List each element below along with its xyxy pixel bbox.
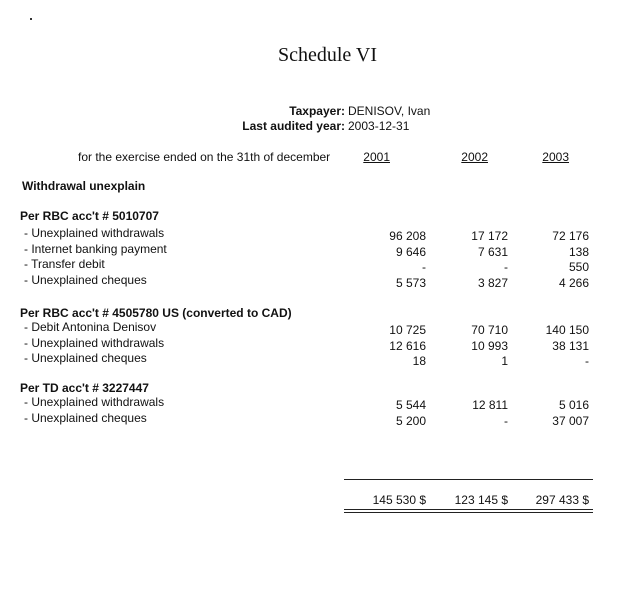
row-value-2002: 7 631 <box>477 244 508 259</box>
row-value-2001: 5 200 <box>395 413 426 428</box>
row-value-2001: 96 208 <box>389 229 426 243</box>
row-label: - Unexplained cheques <box>24 272 147 287</box>
year-header-2003: 2003 <box>542 150 569 164</box>
last-audited-label: Last audited year: <box>242 119 345 133</box>
total-double-rule-1 <box>344 509 593 510</box>
row-label: - Transfer debit <box>24 257 105 271</box>
last-audited-value: 2003-12-31 <box>348 119 410 133</box>
total-2003: 297 433 $ <box>535 493 589 507</box>
document-title: Schedule VI <box>277 44 378 66</box>
row-label: - Unexplained cheques <box>24 351 147 365</box>
row-label: - Unexplained withdrawals <box>24 226 165 240</box>
row-value-2003: - <box>585 354 589 368</box>
row-value-2002: - <box>504 413 508 428</box>
section-heading: Withdrawal unexplain <box>22 179 146 193</box>
taxpayer-label: Taxpayer: <box>289 104 345 118</box>
row-value-2001: 9 646 <box>395 244 426 259</box>
row-label: - Unexplained cheques <box>24 410 147 425</box>
account-title: Per TD acc't # 3227447 <box>20 381 149 395</box>
row-value-2003: 138 <box>568 244 589 259</box>
row-value-2003: 38 131 <box>552 338 589 353</box>
row-value-2001: 5 573 <box>395 275 426 290</box>
row-value-2001: 12 616 <box>389 338 426 353</box>
row-value-2003: 550 <box>568 260 589 274</box>
row-value-2002: - <box>504 260 508 274</box>
row-value-2001: 5 544 <box>395 398 426 412</box>
row-label: - Unexplained withdrawals <box>24 395 165 409</box>
row-label: - Debit Antonina Denisov <box>24 320 157 334</box>
row-label: - Internet banking payment <box>24 241 167 256</box>
row-value-2001: 18 <box>412 354 426 368</box>
row-value-2003: 5 016 <box>558 398 589 412</box>
exercise-label: for the exercise ended on the 31th of december <box>78 150 331 164</box>
row-value-2003: 4 266 <box>558 275 589 290</box>
year-header-2002: 2002 <box>461 150 488 164</box>
row-value-2002: 12 811 <box>472 398 508 412</box>
row-value-2002: 10 993 <box>471 338 508 353</box>
row-value-2002: 1 <box>501 354 508 368</box>
total-2001: 145 530 $ <box>372 493 426 507</box>
account-title: Per RBC acc't # 5010707 <box>20 209 159 223</box>
row-value-2002: 70 710 <box>471 323 508 337</box>
total-double-rule-2 <box>344 512 593 513</box>
row-value-2003: 72 176 <box>552 229 589 243</box>
row-value-2003: 37 007 <box>552 413 589 428</box>
taxpayer-value: DENISOV, Ivan <box>348 104 431 118</box>
row-value-2003: 140 150 <box>545 323 589 337</box>
scan-speck <box>30 18 32 20</box>
row-value-2001: - <box>422 260 426 274</box>
row-value-2001: 10 725 <box>389 323 426 337</box>
total-top-rule <box>344 479 593 480</box>
row-value-2002: 17 172 <box>471 229 508 243</box>
row-label: - Unexplained withdrawals <box>24 335 165 350</box>
account-title: Per RBC acc't # 4505780 US (converted to CAD) <box>20 306 292 320</box>
total-2002: 123 145 $ <box>454 493 508 507</box>
year-header-2001: 2001 <box>363 150 390 164</box>
row-value-2002: 3 827 <box>477 275 508 290</box>
